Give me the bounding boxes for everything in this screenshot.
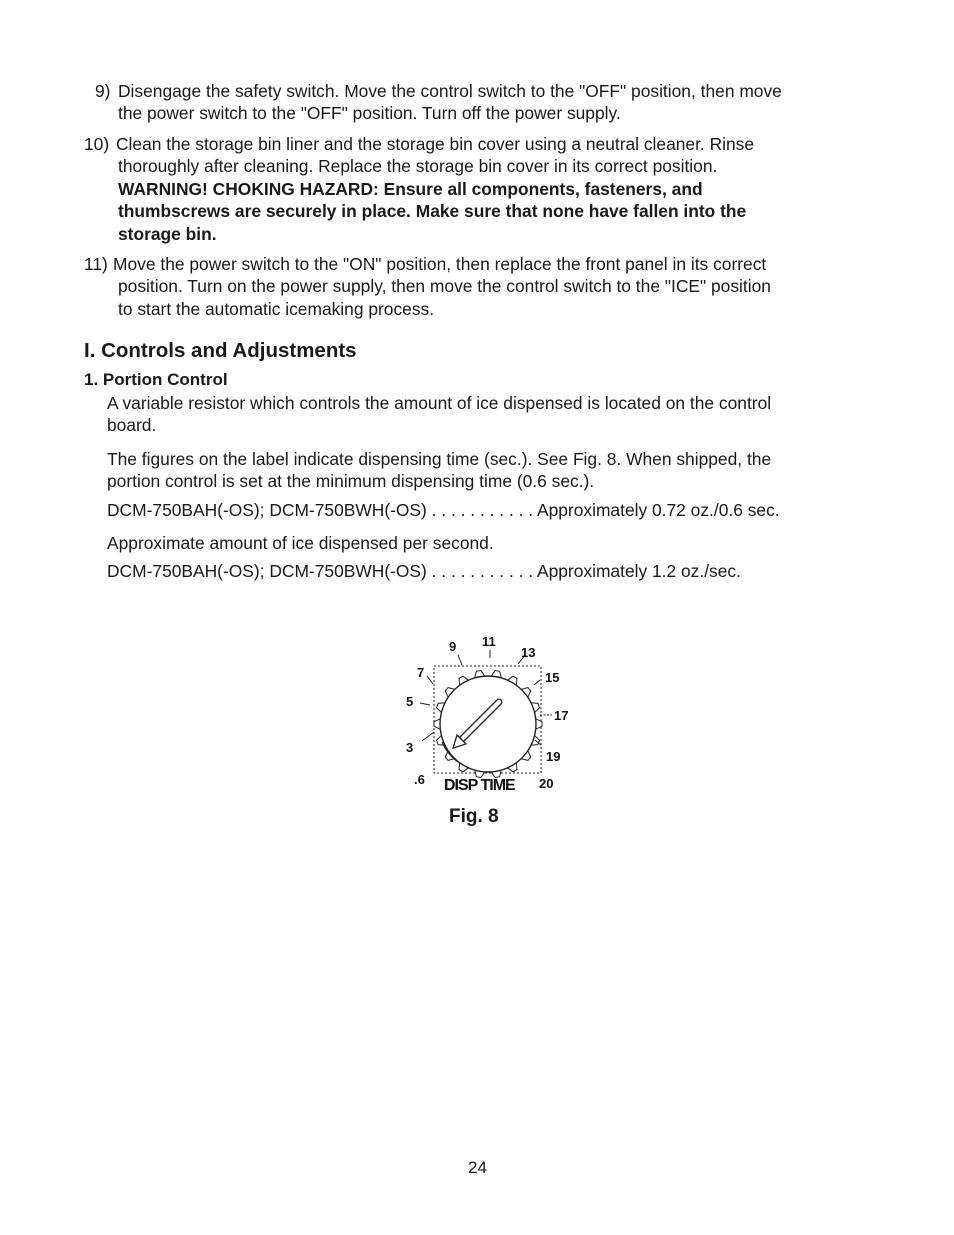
dial-body <box>440 676 536 772</box>
step-text-line: Clean the storage bin liner and the storage bin cover using a neutral cleaner. Rinse <box>116 134 755 154</box>
dial-label-13: 13 <box>521 645 536 660</box>
paragraph-line: A variable resistor which controls the amount of ice dispensed is located on the control <box>107 393 772 413</box>
subsection-title: 1. Portion Control <box>84 370 228 389</box>
step-text-line: the power switch to the "OFF" position. Turn off the power supply. <box>118 103 621 123</box>
section-title: I. Controls and Adjustments <box>84 339 357 362</box>
step-text-line: Disengage the safety switch. Move the control switch to the "OFF" position, then move <box>118 81 782 101</box>
step-text-line: Move the power switch to the "ON" position, then replace the front panel in its correct <box>113 254 767 274</box>
warning-text-line: storage bin. <box>118 224 217 244</box>
dial-label-20: 20 <box>539 776 554 791</box>
dial-label-17: 17 <box>554 708 569 723</box>
dial-label-disp-time: DISP TIME <box>444 777 515 794</box>
spec-line: DCM-750BAH(-OS); DCM-750BWH(-OS) . . . . . . . . . . . Approximately 1.2 oz./sec. <box>107 561 741 581</box>
dial-label-9: 9 <box>449 639 457 654</box>
step-text-line: thoroughly after cleaning. Replace the storage bin cover in its correct position. <box>118 156 718 176</box>
dial-label-5: 5 <box>406 694 414 709</box>
paragraph-line: board. <box>107 415 157 435</box>
paragraph-line: Approximate amount of ice dispensed per second. <box>107 533 494 553</box>
portion-control-dial <box>400 628 580 798</box>
step-text-line: position. Turn on the power supply, then move the control switch to the "ICE" position <box>118 276 771 296</box>
step-text-line: to start the automatic icemaking process. <box>118 299 435 319</box>
dial-label-19: 19 <box>546 749 561 764</box>
step-number: 10) <box>84 134 110 154</box>
paragraph-line: portion control is set at the minimum dispensing time (0.6 sec.). <box>107 471 595 491</box>
figure-caption: Fig. 8 <box>449 806 499 827</box>
step-number: 11) <box>84 254 108 274</box>
dial-label-0-6: .6 <box>414 772 425 787</box>
warning-text-line: WARNING! CHOKING HAZARD: Ensure all components, fasteners, and <box>118 179 703 199</box>
dial-label-7: 7 <box>417 665 425 680</box>
warning-text-line: thumbscrews are securely in place. Make sure that none have fallen into the <box>118 201 747 221</box>
spec-line: DCM-750BAH(-OS); DCM-750BWH(-OS) . . . . . . . . . . . Approximately 0.72 oz./0.6 sec. <box>107 500 780 520</box>
page-number: 24 <box>468 1158 487 1177</box>
dial-label-11: 11 <box>482 634 496 649</box>
dial-label-3: 3 <box>406 740 414 755</box>
paragraph-line: The figures on the label indicate dispensing time (sec.). See Fig. 8. When shipped, the <box>107 449 772 469</box>
dial-label-15: 15 <box>545 670 560 685</box>
step-number: 9) <box>95 81 111 101</box>
